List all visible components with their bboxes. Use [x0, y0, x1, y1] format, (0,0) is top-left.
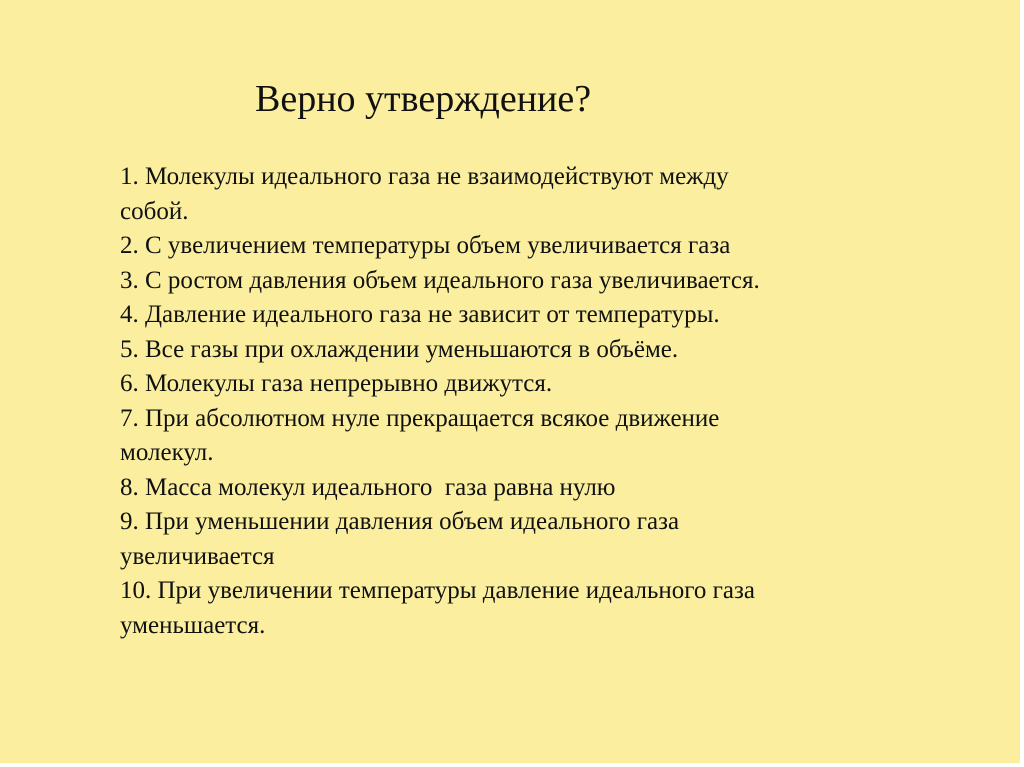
statement-item: 1. Молекулы идеального газа не взаимодействуют между собой.	[120, 163, 729, 225]
statement-item: 10. При увеличении температуры давление идеального газа уменьшается.	[120, 577, 755, 639]
statement-list	[120, 160, 880, 643]
statement-item: 2. С увеличением температуры объем увеличивается газа	[120, 232, 731, 259]
statement-item: 3. С ростом давления объем идеального газа увеличивается.	[120, 266, 760, 294]
statement-item: 5. Все газы при охлаждении уменьшаются в объёме.	[120, 335, 679, 363]
statement-item: 4. Давление идеального газа не зависит от температуры.	[120, 301, 720, 328]
statement-item: 8. Масса молекул идеального газа равна нулю	[120, 473, 616, 501]
statement-item: 7. При абсолютном нуле прекращается всякое движение молекул.	[120, 404, 720, 466]
slide-title: Верно утверждение?	[255, 78, 592, 120]
statement-item: 6. Молекулы газа непрерывно движутся.	[120, 370, 553, 397]
statement-item: 9. При уменьшении давления объем идеального газа увеличивается	[120, 508, 680, 570]
